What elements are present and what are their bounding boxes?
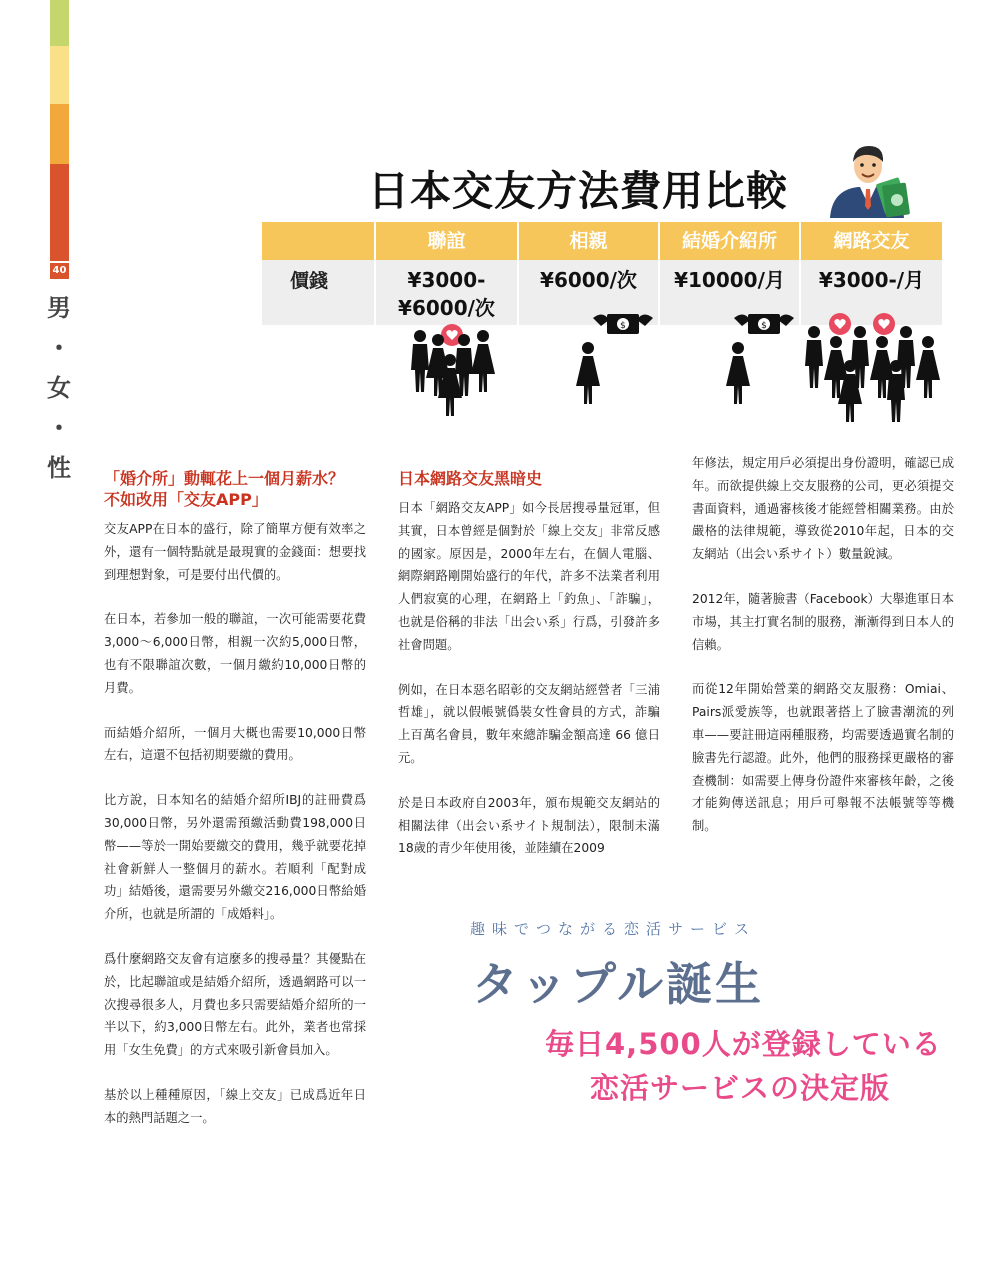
heading-line: 不如改用「交友APP」 — [104, 490, 268, 509]
sidebar-color-bar — [50, 0, 69, 46]
sidebar-color-bar — [50, 104, 69, 164]
dating-people-illustration: $ — [390, 300, 970, 432]
table-col-header: 網路交友 — [833, 230, 910, 252]
table-cell — [660, 266, 799, 294]
paragraph: 2012年，隨著臉書（Facebook）大舉進軍日本市場，其主打實名制的服務，漸漸得到日本人的信賴。 — [692, 591, 954, 652]
price-line: ¥3000- — [407, 268, 486, 292]
table-row-label: 價錢 — [290, 270, 329, 292]
paragraph: 交友APP在日本的盛行，除了簡單方便有效率之外，還有一個特點就是最現實的金錢面：想要找到理想對象，可是要付出代價的。 — [104, 522, 366, 582]
infographic-title: 日本交友方法費用比較 — [368, 167, 788, 215]
table-col-header: 結婚介紹所 — [681, 230, 777, 252]
paragraph: 日本「網路交友APP」如今長居搜尋量冠軍，但其實，日本曾經是個對於「線上交友」非常反感的國家。原因是，2000年左右，在個人電腦、網際網路剛開始盛行的年代，許多不法業者利用人們寂寞的心理，在網路上「釣魚」、「詐騙」，也就是俗稱的非法「出会い系」行爲，引發許多社會問題。 — [398, 501, 660, 652]
article-column-2 — [398, 468, 660, 882]
ad-logo: タップル誕生 — [472, 957, 765, 1011]
section-title-char: ・ — [47, 413, 71, 442]
section-title-char: 性 — [47, 453, 71, 482]
businessman-money-icon — [826, 140, 910, 218]
section-title-vertical — [44, 288, 74, 488]
paragraph: 於是日本政府自2003年，頒布規範交友網站的相關法律（出会い系サイト規制法），限制未滿18歲的青少年使用後，並陸續在2009 — [398, 795, 660, 856]
table-col-header: 聯誼 — [427, 230, 466, 252]
page-number: 40 — [50, 263, 69, 279]
article-column-1 — [104, 468, 366, 1152]
section-heading — [104, 468, 366, 510]
paragraph: 在日本，若參加一般的聯誼，一次可能需要花費3,000～6,000日幣，相親一次約5,000日幣，也有不限聯誼次數，一個月繳約10,000日幣的月費。 — [104, 612, 366, 695]
article-column-3 — [692, 452, 954, 860]
table-cell — [801, 266, 942, 294]
table-col-header: 相親 — [569, 230, 608, 252]
section-title-char: 男 — [47, 293, 71, 322]
sidebar-color-bar — [50, 164, 69, 261]
paragraph: 基於以上種種原因，「線上交友」已成爲近年日本的熱門話題之一。 — [104, 1087, 366, 1125]
price-line: ¥6000/次 — [398, 296, 495, 320]
paragraph: 而結婚介紹所，一個月大概也需要10,000日幣左右，這還不包括初期要繳的費用。 — [104, 725, 366, 763]
paragraph: 例如，在日本惡名昭彰的交友網站經營者「三浦哲雄」，就以假帳號僞裝女性會員的方式，詐騙上百萬名會員，數年來總詐騙金額高達 66 億日元。 — [398, 682, 660, 765]
table-cell — [519, 266, 658, 294]
price-line: ¥10000/月 — [674, 268, 785, 292]
price-line: ¥6000/次 — [540, 268, 637, 292]
ad-tagline: 毎日4,500人が登録している — [545, 1027, 942, 1061]
price-line: ¥3000-/月 — [818, 268, 925, 292]
paragraph: 而從12年開始營業的網路交友服務：Omiai、Pairs派愛族等，也就跟著搭上了臉書潮流的列車——要註冊這兩種服務，均需要透過實名制的臉書先行認證。此外，他們的服務採更嚴格的審查機制：如需要上傳身份證件來審核年齡，之後才能夠傳送訊息；用戶可舉報不法帳號等等機制。 — [692, 682, 954, 834]
paragraph: 比方說，日本知名的結婚介紹所IBJ的註冊費爲30,000日幣，另外還需預繳活動費198,000日幣——等於一開始要繳交的費用，幾乎就要花掉社會新鮮人一整個月的薪水。若順利「配對成功」結婚後，還需要另外繳交216,000日幣給婚介所，也就是所謂的「成婚料」。 — [104, 793, 366, 922]
paragraph: 年修法，規定用戶必須提出身份證明，確認已成年。而欲提供線上交友服務的公司，更必須提交書面資料，通過審核後才能經營相關業務。由於嚴格的法律規範，導致從2010年起，日本的交友網站（出会い系サイト）數量銳減。 — [692, 456, 954, 562]
ad-tagline: 恋活サービスの決定版 — [590, 1071, 891, 1105]
heading-line: 「婚介所」動輒花上一個月薪水？ — [104, 469, 345, 488]
paragraph: 爲什麼網路交友會有這麼多的搜尋量？其優點在於，比起聯誼或是結婚介紹所，透過網路可以一次搜尋很多人，月費也多只需要結婚介紹所的一半以下，約3,000日幣左右。此外，業者也常採用「女生免費」的方式來吸引新會員加入。 — [104, 951, 366, 1058]
section-heading: 日本網路交友黑暗史 — [398, 469, 543, 488]
section-title-char: ・ — [47, 333, 71, 362]
sidebar-color-bar — [50, 46, 69, 104]
ad-subtitle: 趣味でつながる恋活サービス — [470, 920, 757, 938]
section-title-char: 女 — [47, 373, 71, 402]
